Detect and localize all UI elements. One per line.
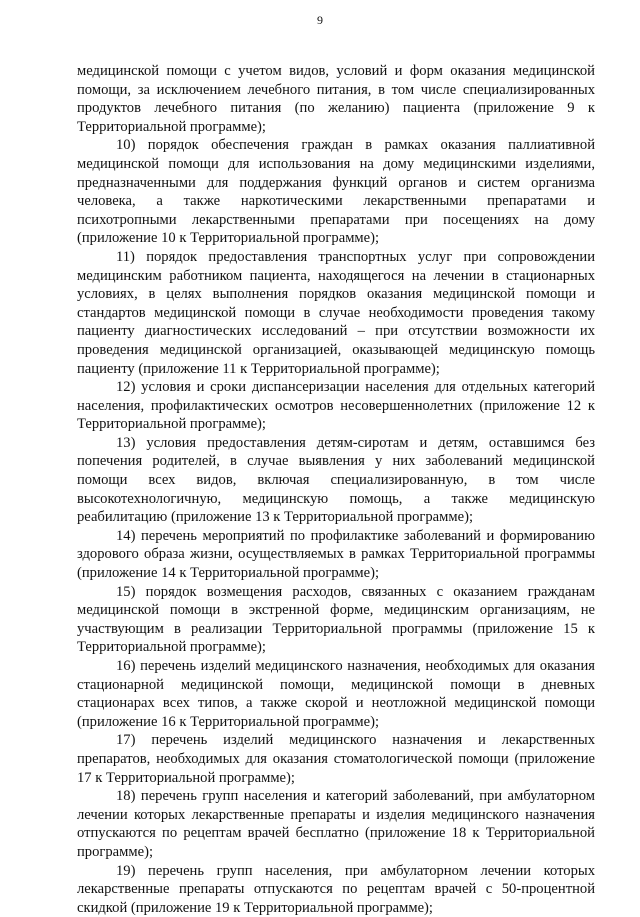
paragraph-item-19: 19) перечень групп населения, при амбулаторном лечении которых лекарственные препараты отпускаются по рецептам врачей с 50-процентной скидкой (приложение 19 к Территориальной программе); [77,862,595,916]
paragraph-item-14: 14) перечень мероприятий по профилактике заболеваний и формированию здорового образа жизни, осуществляемых в рамках Территориальной программы (приложение 14 к Территориальной программе); [77,527,595,582]
paragraph-item-13: 13) условия предоставления детям-сиротам и детям, оставшимся без попечения родителей, в случае выявления у них заболеваний медицинской помощи всех видов, включая специализированную, в том числе высокотехнологичную, медицинскую помощь, а также медицинскую реабилитацию (приложение 13 к Территориальной программе); [77,434,595,526]
document-body [77,62,595,917]
paragraph-item-11: 11) порядок предоставления транспортных услуг при сопровождении медицинским работником пациента, находящегося на лечении в стационарных условиях, в целях выполнения порядков оказания медицинской помощи и стандартов медицинской помощи в случае необходимости проведения такому пациенту диагностических исследований – при отсутствии возможности их проведения медицинской организацией, оказывающей медицинскую помощь пациенту (приложение 11 к Территориальной программе); [77,248,595,377]
paragraph-item-12: 12) условия и сроки диспансеризации населения для отдельных категорий населения, профилактических осмотров несовершеннолетних (приложение 12 к Территориальной программе); [77,379,595,433]
paragraph-item-15: 15) порядок возмещения расходов, связанных с оказанием гражданам медицинской помощи в экстренной форме, медицинским организациям, не участвующим в реализации Территориальной программы (приложение 15 к Территориальной программе); [77,583,595,656]
paragraph-continuation: медицинской помощи с учетом видов, условий и форм оказания медицинской помощи, за исключением лечебного питания, в том числе специализированных продуктов лечебного питания (по желанию) пациента (приложение 9 к Территориальной программе); [77,63,595,135]
paragraph-item-17: 17) перечень изделий медицинского назначения и лекарственных препаратов, необходимых для оказания стоматологической помощи (приложение 17 к Территориальной программе); [77,732,595,786]
paragraph-item-10: 10) порядок обеспечения граждан в рамках оказания паллиативной медицинской помощи для использования на дому медицинскими изделиями, предназначенными для поддержания функций органов и систем организма человека, а также наркотическими лекарственными препаратами и психотропными лекарственными препаратами при посещениях на дому (приложение 10 к Территориальной программе); [77,137,595,247]
paragraph-item-18: 18) перечень групп населения и категорий заболеваний, при амбулаторном лечении которых лекарственные препараты и изделия медицинского назначения отпускаются по рецептам врачей бесплатно (приложение 18 к Территориальной программе); [77,788,595,860]
page-number: 9 [317,13,323,27]
paragraph-item-16: 16) перечень изделий медицинского назначения, необходимых для оказания стационарной медицинской помощи, медицинской помощи в дневных стационарах всех типов, а также скорой и неотложной медицинской помощи (приложение 16 к Территориальной программе); [77,658,595,730]
